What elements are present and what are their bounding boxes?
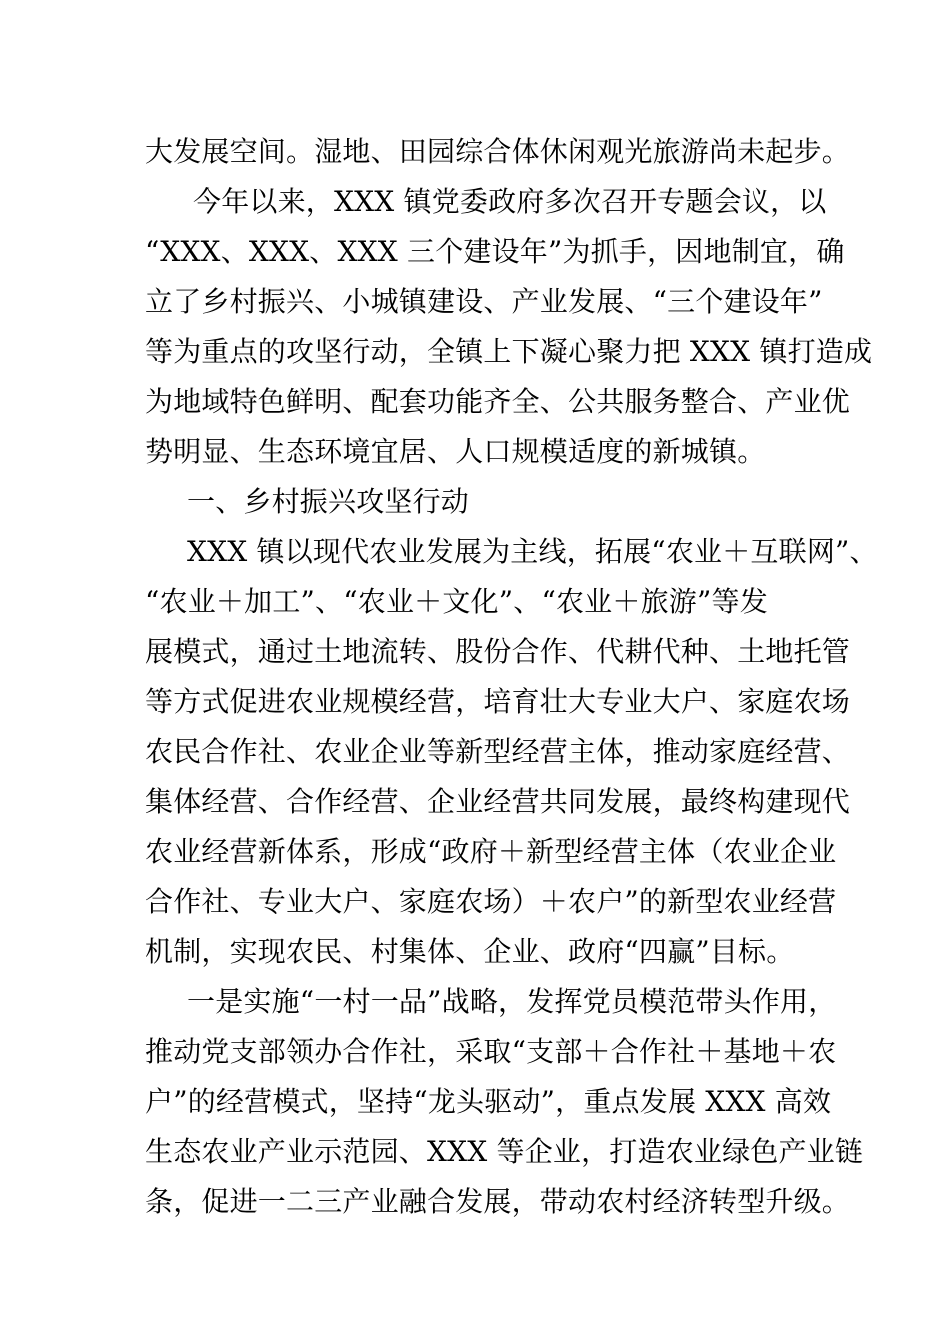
paragraph-line: “XXX、XXX、XXX 三个建设年”为抓手，因地制宜，确 xyxy=(145,235,845,268)
paragraph-line: 条，促进一二三产业融合发展，带动农村经济转型升级。 xyxy=(145,1185,851,1218)
paragraph-line: 势明显、生态环境宜居、人口规模适度的新城镇。 xyxy=(145,435,766,468)
paragraph-line: 大发展空间。湿地、田园综合体休闲观光旅游尚未起步。 xyxy=(145,135,851,168)
paragraph-line: 今年以来，XXX 镇党委政府多次召开专题会议，以 xyxy=(193,185,827,218)
paragraph-line: 合作社、专业大户、家庭农场）＋农户”的新型农业经营 xyxy=(145,885,837,918)
paragraph-line: “农业＋加工”、“农业＋文化”、“农业＋旅游”等发 xyxy=(145,585,768,618)
paragraph-line: 集体经营、合作经营、企业经营共同发展，最终构建现代 xyxy=(145,785,851,818)
paragraph-line: 户”的经营模式，坚持“龙头驱动”，重点发展 XXX 高效 xyxy=(145,1085,832,1118)
paragraph-line: 展模式，通过土地流转、股份合作、代耕代种、土地托管 xyxy=(145,635,851,668)
paragraph-line: 农民合作社、农业企业等新型经营主体，推动家庭经营、 xyxy=(145,735,851,768)
paragraph-line: 推动党支部领办合作社，采取“支部＋合作社＋基地＋农 xyxy=(145,1035,837,1068)
paragraph-line: 机制，实现农民、村集体、企业、政府“四赢”目标。 xyxy=(145,935,795,968)
document-body xyxy=(145,127,878,1227)
paragraph-line: 立了乡村振兴、小城镇建设、产业发展、“三个建设年” xyxy=(145,285,823,318)
paragraph-line: 等方式促进农业规模经营，培育壮大专业大户、家庭农场 xyxy=(145,685,851,718)
paragraph-line: 农业经营新体系，形成“政府＋新型经营主体（农业企业 xyxy=(145,835,837,868)
paragraph-line: XXX 镇以现代农业发展为主线，拓展“农业＋互联网”、 xyxy=(187,535,878,568)
section-heading: 一、乡村振兴攻坚行动 xyxy=(187,485,470,518)
paragraph-line: 生态农业产业示范园、XXX 等企业，打造农业绿色产业链 xyxy=(145,1135,864,1168)
paragraph-line: 等为重点的攻坚行动，全镇上下凝心聚力把 XXX 镇打造成 xyxy=(145,335,873,368)
paragraph-line: 为地域特色鲜明、配套功能齐全、公共服务整合、产业优 xyxy=(145,385,851,418)
paragraph-line: 一是实施“一村一品”战略，发挥党员模范带头作用， xyxy=(187,985,837,1018)
